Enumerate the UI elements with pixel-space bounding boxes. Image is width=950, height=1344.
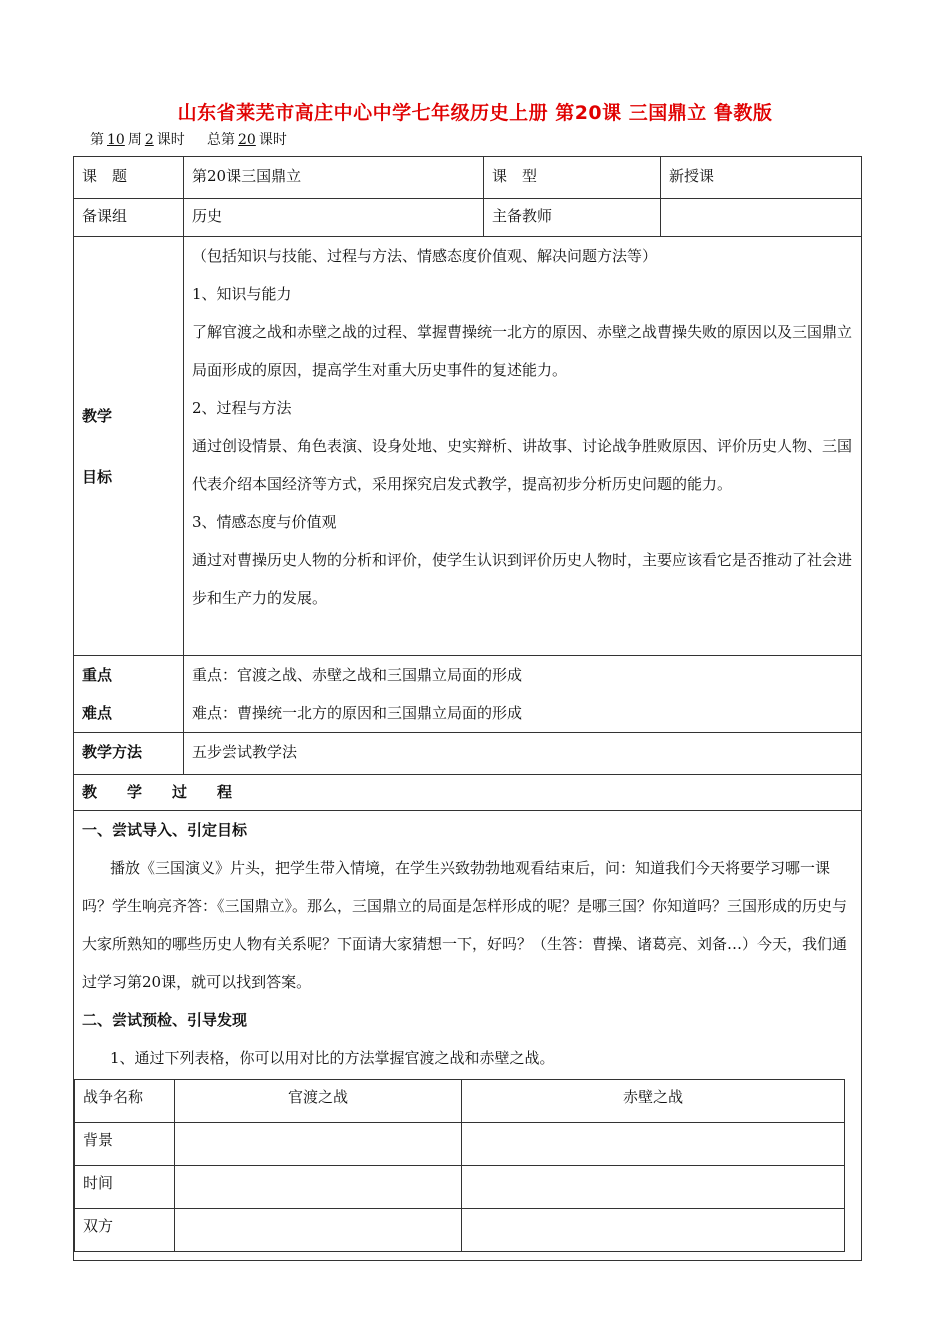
type-value: 新授课 xyxy=(661,157,862,199)
lesson-plan-table xyxy=(73,156,862,1261)
compare-header-row xyxy=(75,1080,845,1123)
compare-header-chibi: 赤壁之战 xyxy=(462,1080,845,1123)
compare-cell xyxy=(462,1166,845,1209)
section-1-text: 播放《三国演义》片头，把学生带入情境，在学生兴致勃勃地观看结束后，问：知道我们今天将要学习哪一课吗？学生响亮齐答：《三国鼎立》。那么，三国鼎立的局面是怎样形成的呢？是哪三国？你知道吗？三国形成的历史与大家所熟知的哪些历史人物有关系呢？下面请大家猜想一下，好吗？（生答：曹操、诸葛亮、刘备…）今天，我们通过学习第20课，就可以找到答案。 xyxy=(82,859,848,991)
keypoints-row xyxy=(74,656,862,733)
compare-header-name: 战争名称 xyxy=(75,1080,175,1123)
difficult-point: 难点：曹操统一北方的原因和三国鼎立局面的形成 xyxy=(192,704,523,722)
week-number: 10 xyxy=(107,132,125,148)
compare-cell xyxy=(175,1209,462,1252)
method-row xyxy=(74,733,862,775)
compare-row-label: 时间 xyxy=(75,1166,175,1209)
method-value: 五步尝试教学法 xyxy=(184,733,862,775)
objective-text-3: 通过对曹操历史人物的分析和评价，使学生认识到评价历史人物时，主要应该看它是否推动了社会进步和生产力的发展。 xyxy=(192,551,853,607)
objectives-label-2: 目标 xyxy=(82,468,113,486)
group-row xyxy=(74,199,862,237)
objective-heading-2: 2、过程与方法 xyxy=(192,399,292,417)
objectives-label-cell xyxy=(74,237,184,656)
group-value: 历史 xyxy=(184,199,484,237)
process-content xyxy=(74,811,862,1261)
teacher-label: 主备教师 xyxy=(484,199,661,237)
compare-row-time xyxy=(75,1166,845,1209)
compare-cell xyxy=(462,1209,845,1252)
process-row xyxy=(74,811,862,1261)
group-label: 备课组 xyxy=(74,199,184,237)
objectives-content xyxy=(184,237,862,656)
keypoints-content xyxy=(184,656,862,733)
compare-row-sides xyxy=(75,1209,845,1252)
objective-heading-3: 3、情感态度与价值观 xyxy=(192,513,337,531)
schedule-line xyxy=(90,129,287,149)
battle-compare-table xyxy=(74,1079,845,1252)
week-prefix: 第 xyxy=(90,132,104,148)
compare-header-guandu: 官渡之战 xyxy=(175,1080,462,1123)
objectives-row xyxy=(74,237,862,656)
objectives-label-1: 教学 xyxy=(82,407,113,425)
method-label: 教学方法 xyxy=(74,733,184,775)
compare-row-label: 背景 xyxy=(75,1123,175,1166)
topic-value: 第20课三国鼎立 xyxy=(184,157,484,199)
compare-cell xyxy=(462,1123,845,1166)
section-1-title: 一、尝试导入、引定目标 xyxy=(82,821,248,839)
section-2-text: 1、通过下列表格，你可以用对比的方法掌握官渡之战和赤壁之战。 xyxy=(110,1049,555,1067)
compare-row-label: 双方 xyxy=(75,1209,175,1252)
objectives-intro: （包括知识与技能、过程与方法、情感态度价值观、解决问题方法等） xyxy=(192,247,658,265)
hours-number: 2 xyxy=(144,132,154,148)
keypoints-label-1: 重点 xyxy=(82,666,113,684)
section-2-title: 二、尝试预检、引导发现 xyxy=(82,1011,248,1029)
hours-suffix: 课时 xyxy=(156,132,185,148)
total-number: 20 xyxy=(238,132,256,148)
type-label: 课 型 xyxy=(484,157,661,199)
process-heading-row xyxy=(74,775,862,811)
compare-cell xyxy=(175,1123,462,1166)
teacher-value xyxy=(661,199,862,237)
keypoints-label-2: 难点 xyxy=(82,704,113,722)
process-heading: 教 学 过 程 xyxy=(74,775,862,811)
total-prefix: 总第 xyxy=(207,132,236,148)
keypoints-label-cell xyxy=(74,656,184,733)
objective-text-2: 通过创设情景、角色表演、设身处地、史实辩析、讲故事、讨论战争胜败原因、评价历史人物、三国代表介绍本国经济等方式，采用探究启发式教学，提高初步分析历史问题的能力。 xyxy=(192,437,853,493)
key-point: 重点：官渡之战、赤壁之战和三国鼎立局面的形成 xyxy=(192,666,523,684)
compare-cell xyxy=(175,1166,462,1209)
compare-row-background xyxy=(75,1123,845,1166)
topic-label: 课 题 xyxy=(74,157,184,199)
document-title: 山东省莱芜市高庄中心中学七年级历史上册 第20课 三国鼎立 鲁教版 xyxy=(177,102,773,124)
topic-row xyxy=(74,157,862,199)
total-suffix: 课时 xyxy=(258,132,287,148)
week-suffix: 周 xyxy=(127,132,142,148)
objective-text-1: 了解官渡之战和赤壁之战的过程、掌握曹操统一北方的原因、赤壁之战曹操失败的原因以及三国鼎立局面形成的原因，提高学生对重大历史事件的复述能力。 xyxy=(192,323,853,379)
objective-heading-1: 1、知识与能力 xyxy=(192,285,292,303)
